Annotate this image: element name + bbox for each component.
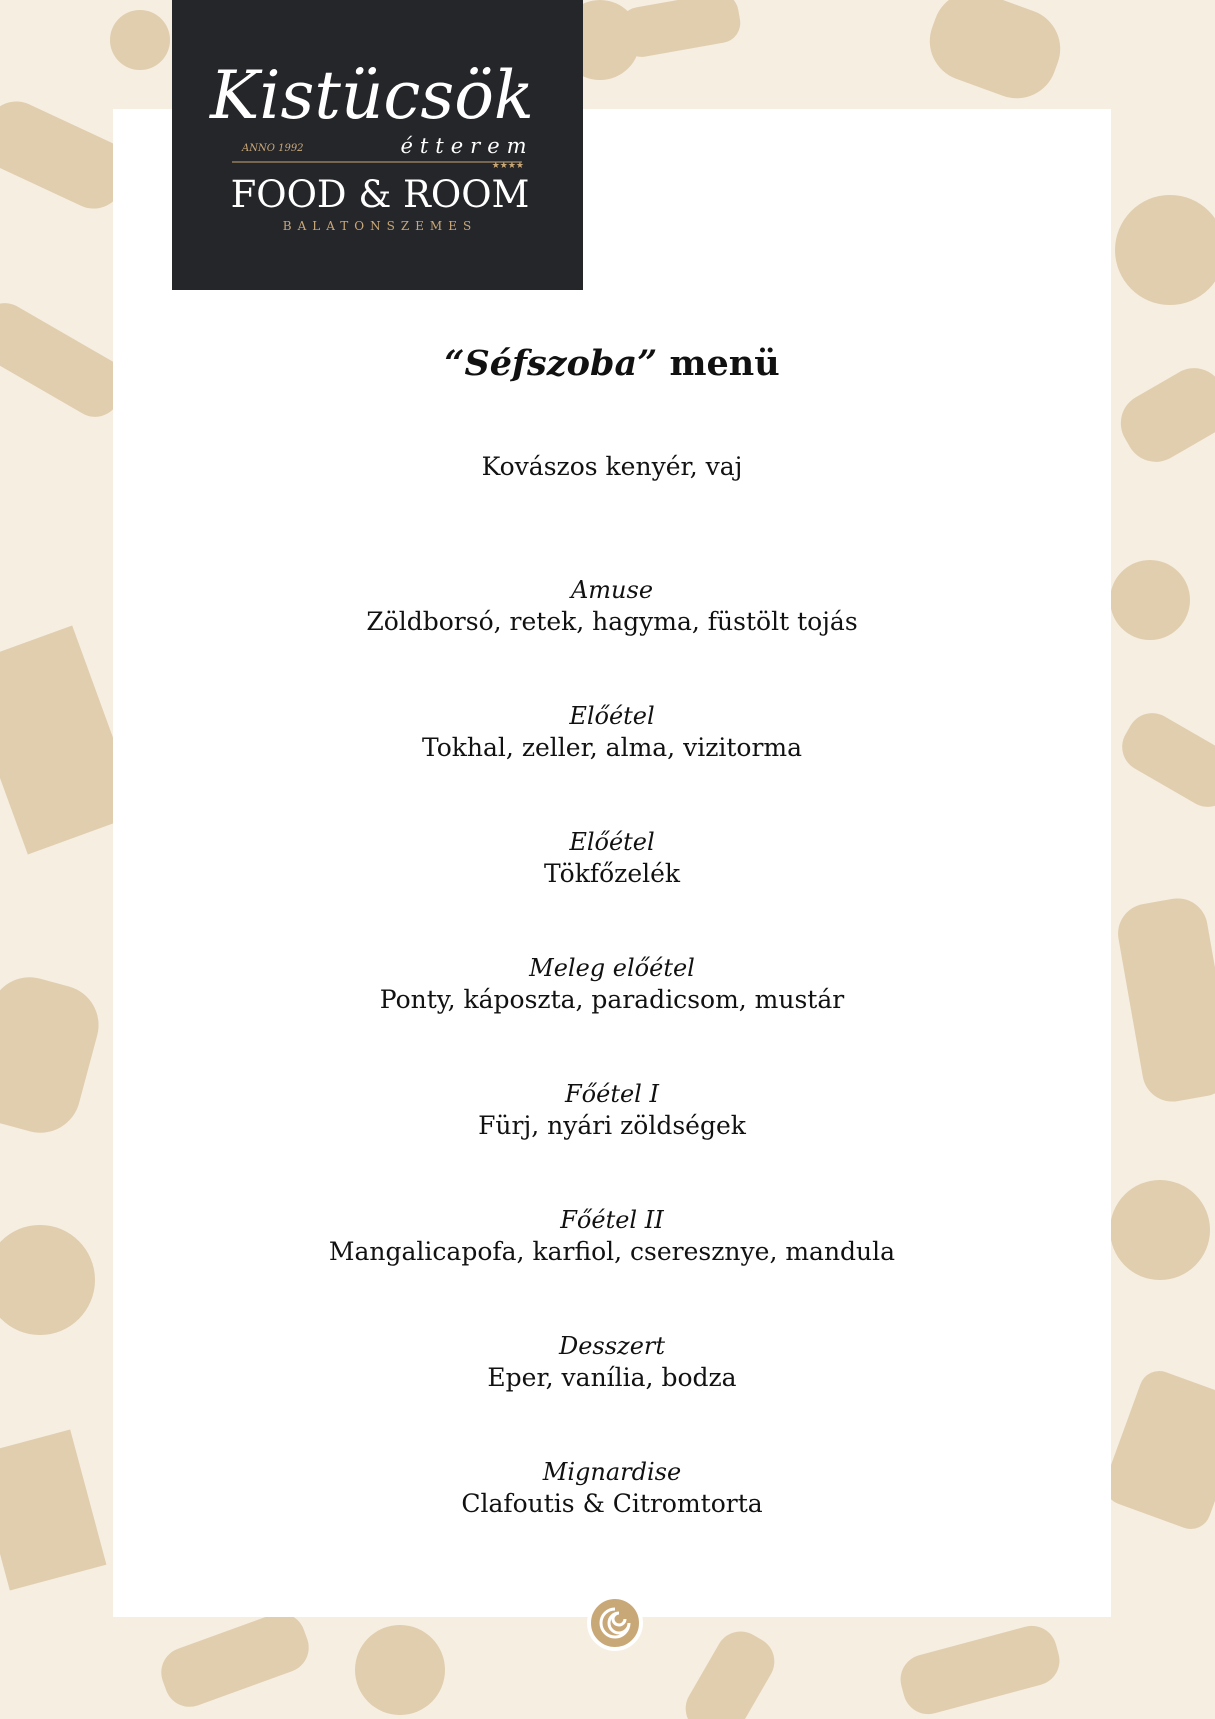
logo-subtitle: étterem (400, 134, 534, 158)
course-description: Tökfőzelék (543, 859, 681, 888)
course-name: Mignardise (542, 1458, 682, 1486)
course-item (113, 1456, 1111, 1582)
logo-stars: ★★★★ (491, 161, 524, 171)
course-name: Előétel (569, 828, 655, 856)
course-item (113, 1204, 1111, 1330)
course-item (113, 448, 1111, 574)
course-description: Tokhal, zeller, alma, vizitorma (421, 733, 803, 762)
course-item (113, 700, 1111, 826)
course-name: Meleg előétel (529, 954, 695, 982)
course-description: Eper, vanília, bodza (487, 1363, 737, 1392)
course-name: Desszert (558, 1332, 666, 1360)
menu-title-rest: menü (657, 343, 780, 384)
course-description: Ponty, káposzta, paradicsom, mustár (379, 985, 845, 1014)
course-name: Amuse (570, 576, 654, 604)
course-description: Fürj, nyári zöldségek (478, 1111, 746, 1140)
course-description: Clafoutis & Citromtorta (461, 1489, 763, 1518)
course-item (113, 574, 1111, 700)
logo-food-room: FOOD & ROOM (230, 173, 530, 216)
course-item (113, 1330, 1111, 1456)
logo-location: BALATONSZEMES (282, 219, 478, 233)
emblem-seal-icon (587, 1595, 643, 1651)
course-name: Előétel (569, 702, 655, 730)
course-description: Zöldborsó, retek, hagyma, füstölt tojás (366, 607, 858, 636)
course-name: Főétel I (565, 1080, 659, 1108)
menu-title-quoted: “Séfszoba” (444, 343, 658, 384)
course-description: Kovászos kenyér, vaj (481, 452, 743, 481)
logo-anno: ANNO 1992 (242, 143, 304, 154)
course-name: Főétel II (560, 1206, 664, 1234)
course-list (113, 448, 1111, 1582)
course-item (113, 1078, 1111, 1204)
course-description: Mangalicapofa, karfiol, cseresznye, mandula (328, 1237, 896, 1266)
course-item (113, 952, 1111, 1078)
course-item (113, 826, 1111, 952)
restaurant-logo (172, 0, 583, 290)
logo-name: Kistücsök (210, 57, 534, 134)
menu-title (113, 343, 1111, 384)
